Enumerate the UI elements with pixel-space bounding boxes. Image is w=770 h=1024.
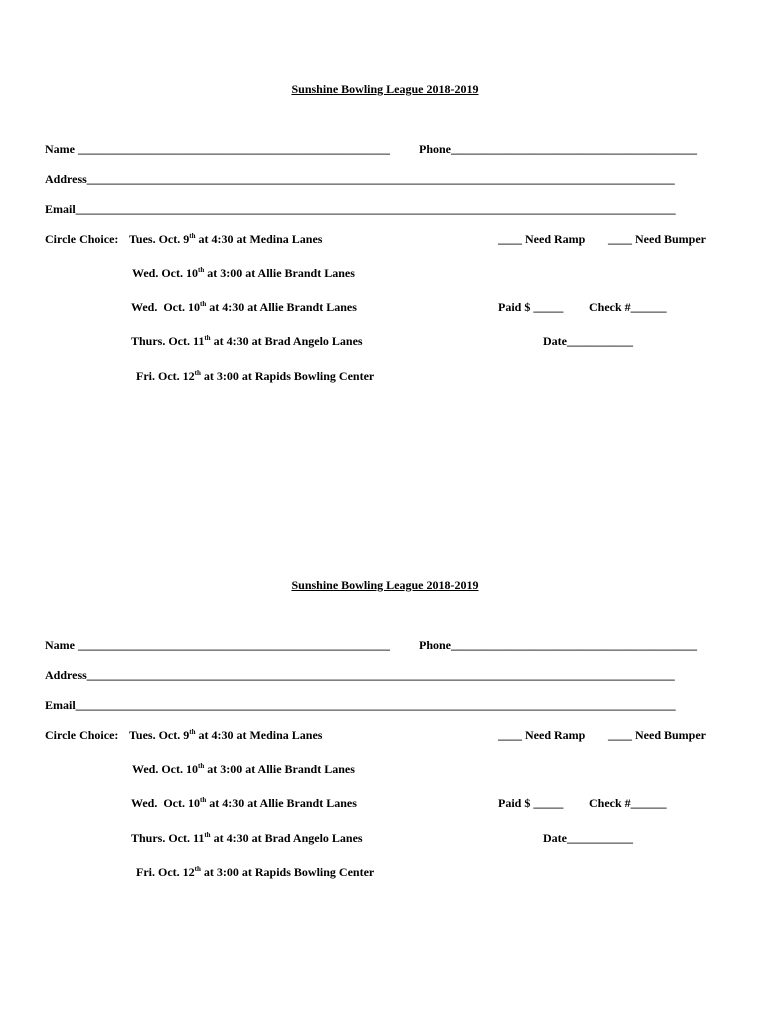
option-4[interactable]: Thurs. Oct. 11th at 4:30 at Brad Angelo Lanes <box>131 831 363 845</box>
option-1[interactable]: Tues. Oct. 9th at 4:30 at Medina Lanes <box>129 728 323 742</box>
circle-choice-label: Circle Choice: <box>45 728 119 742</box>
need-ramp-field[interactable]: ____ Need Ramp <box>498 728 586 742</box>
address-field[interactable]: Address__________________________________________________________________________________________________ <box>45 172 675 186</box>
option-5[interactable]: Fri. Oct. 12th at 3:00 at Rapids Bowling Center <box>136 369 375 383</box>
email-field[interactable]: Email____________________________________________________________________________________________________ <box>45 202 676 216</box>
option-3[interactable]: Wed. Oct. 10th at 4:30 at Allie Brandt Lanes <box>131 796 357 810</box>
registration-form-1 <box>0 0 770 500</box>
option-2[interactable]: Wed. Oct. 10th at 3:00 at Allie Brandt Lanes <box>132 762 355 776</box>
date-field[interactable]: Date___________ <box>543 831 633 845</box>
circle-choice-label: Circle Choice: <box>45 232 119 246</box>
phone-field[interactable]: Phone_________________________________________ <box>419 142 698 156</box>
phone-field[interactable]: Phone_________________________________________ <box>419 638 698 652</box>
need-bumper-field[interactable]: ____ Need Bumper <box>608 232 706 246</box>
check-number-field[interactable]: Check #______ <box>589 300 667 314</box>
option-3[interactable]: Wed. Oct. 10th at 4:30 at Allie Brandt Lanes <box>131 300 357 314</box>
need-ramp-field[interactable]: ____ Need Ramp <box>498 232 586 246</box>
option-5[interactable]: Fri. Oct. 12th at 3:00 at Rapids Bowling Center <box>136 865 375 879</box>
form-title: Sunshine Bowling League 2018-2019 <box>291 82 479 96</box>
date-field[interactable]: Date___________ <box>543 334 633 348</box>
check-number-field[interactable]: Check #______ <box>589 796 667 810</box>
name-field[interactable]: Name ____________________________________________________ <box>45 142 390 156</box>
name-field[interactable]: Name ____________________________________________________ <box>45 638 390 652</box>
registration-form-2 <box>0 496 770 996</box>
need-bumper-field[interactable]: ____ Need Bumper <box>608 728 706 742</box>
option-1[interactable]: Tues. Oct. 9th at 4:30 at Medina Lanes <box>129 232 323 246</box>
option-2[interactable]: Wed. Oct. 10th at 3:00 at Allie Brandt Lanes <box>132 266 355 280</box>
email-field[interactable]: Email____________________________________________________________________________________________________ <box>45 698 676 712</box>
paid-field[interactable]: Paid $ _____ <box>498 796 564 810</box>
paid-field[interactable]: Paid $ _____ <box>498 300 564 314</box>
address-field[interactable]: Address__________________________________________________________________________________________________ <box>45 668 675 682</box>
option-4[interactable]: Thurs. Oct. 11th at 4:30 at Brad Angelo Lanes <box>131 334 363 348</box>
form-title: Sunshine Bowling League 2018-2019 <box>291 578 479 592</box>
